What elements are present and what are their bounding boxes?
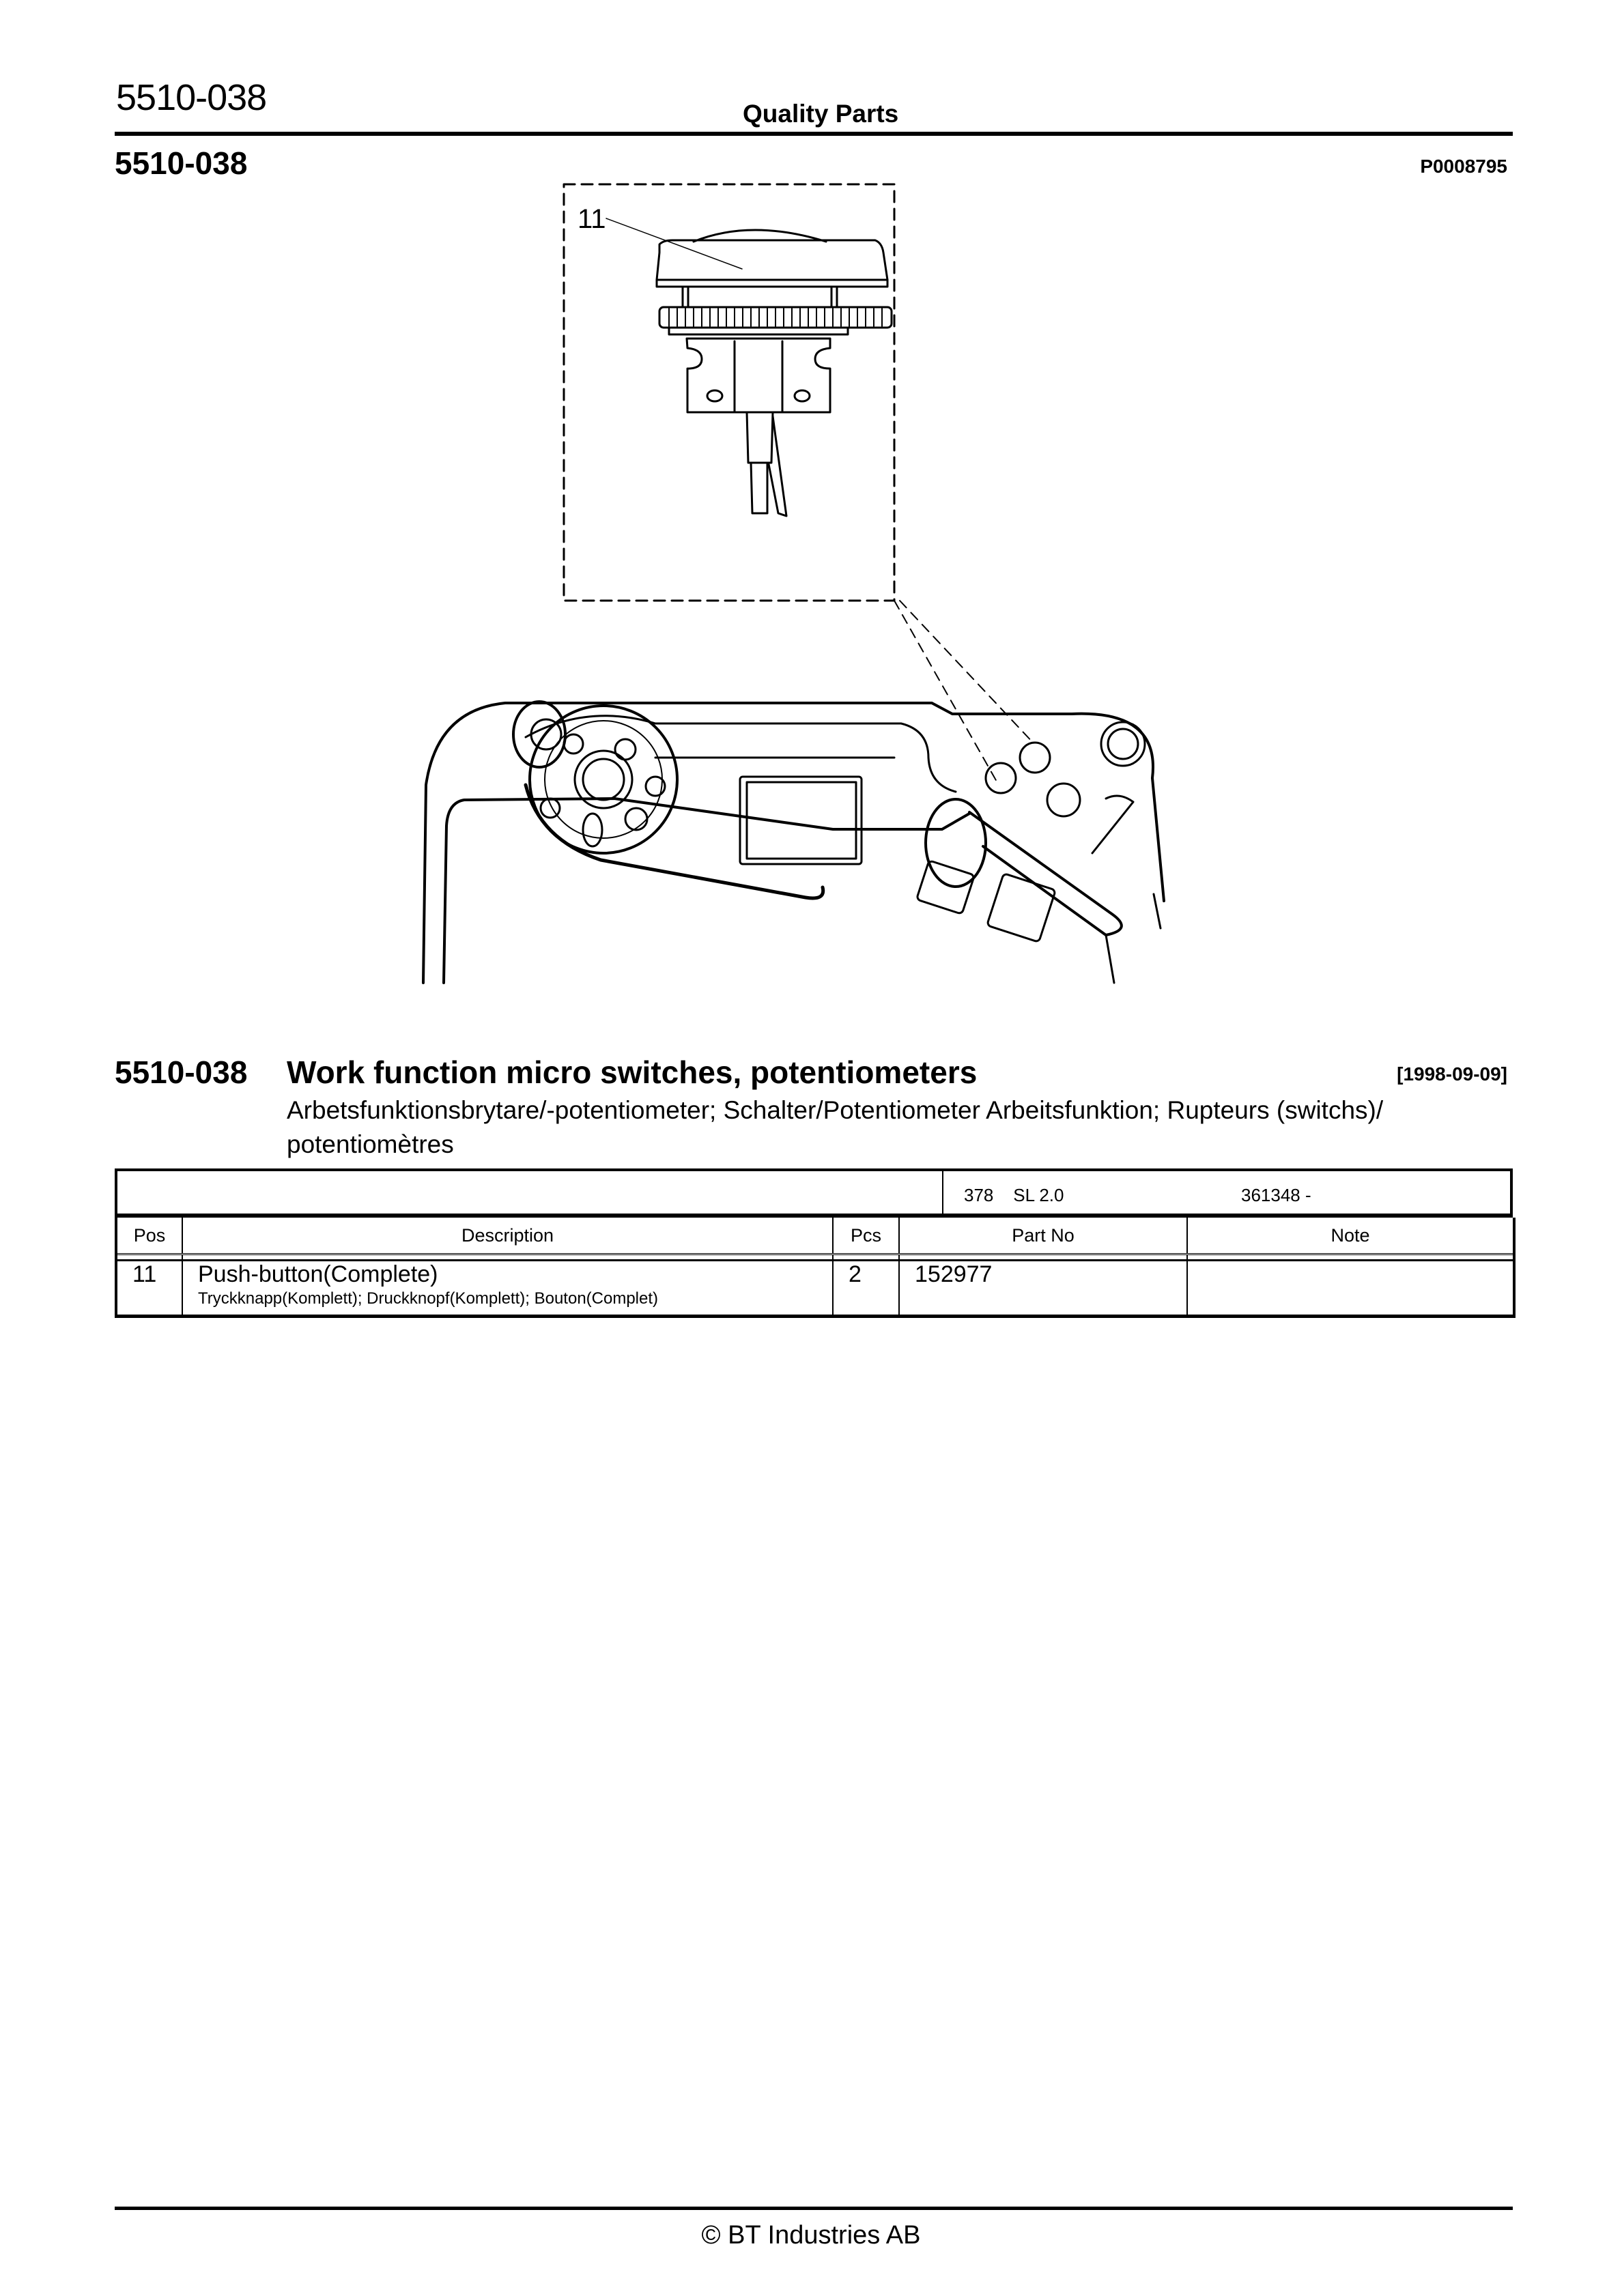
header-title: Quality Parts <box>743 100 899 128</box>
callout-11: 11 <box>578 204 606 234</box>
footer-divider <box>115 2207 1513 2210</box>
table-header-row <box>116 1218 1514 1254</box>
cell-pcs: 2 <box>833 1261 899 1317</box>
footer-copyright: © BT Industries AB <box>701 2221 921 2250</box>
section-code: 5510-038 <box>115 145 248 181</box>
push-button-icon <box>657 230 892 516</box>
parts-table <box>115 1168 1513 1318</box>
page-code: 5510-038 <box>116 77 267 118</box>
applicability-divider <box>942 1171 943 1214</box>
picture-id: P0008795 <box>1420 156 1507 177</box>
col-header-note: Note <box>1187 1218 1514 1254</box>
cell-part-no[interactable]: 152977 <box>899 1261 1187 1317</box>
col-header-pos: Pos <box>116 1218 182 1254</box>
col-header-pcs: Pcs <box>833 1218 899 1254</box>
parts-diagram <box>410 177 1229 1024</box>
section-title-code: 5510-038 <box>115 1054 248 1090</box>
col-header-description: Description <box>182 1218 833 1254</box>
parts-grid <box>115 1218 1516 1318</box>
header-spacer-row <box>116 1254 1514 1261</box>
control-panel-illustration <box>423 702 1164 983</box>
part-description-translations: Tryckknapp(Komplett); Druckknopf(Komplett); Bouton(Complet) <box>198 1289 659 1308</box>
cell-pos: 11 <box>132 1261 157 1287</box>
col-header-part-no: Part No <box>899 1218 1187 1254</box>
section-date: [1998-09-09] <box>1397 1063 1507 1085</box>
cell-description <box>182 1261 833 1317</box>
applicability-row <box>115 1168 1513 1218</box>
detail-box <box>564 184 894 601</box>
part-description: Push-button(Complete) <box>198 1261 438 1287</box>
cell-note <box>1187 1261 1514 1317</box>
model-designation: 378 SL 2.0 <box>964 1185 1064 1205</box>
section-title: Work function micro switches, potentiometers <box>287 1054 978 1090</box>
section-subtitle-translations: Arbetsfunktionsbrytare/-potentiometer; Schalter/Potentiometer Arbeitsfunktion; Rupteurs (switchs)/ potentiomètres <box>287 1096 1384 1158</box>
header-divider <box>115 132 1513 136</box>
table-row <box>116 1261 1514 1317</box>
serial-range: 361348 - <box>1241 1185 1311 1205</box>
